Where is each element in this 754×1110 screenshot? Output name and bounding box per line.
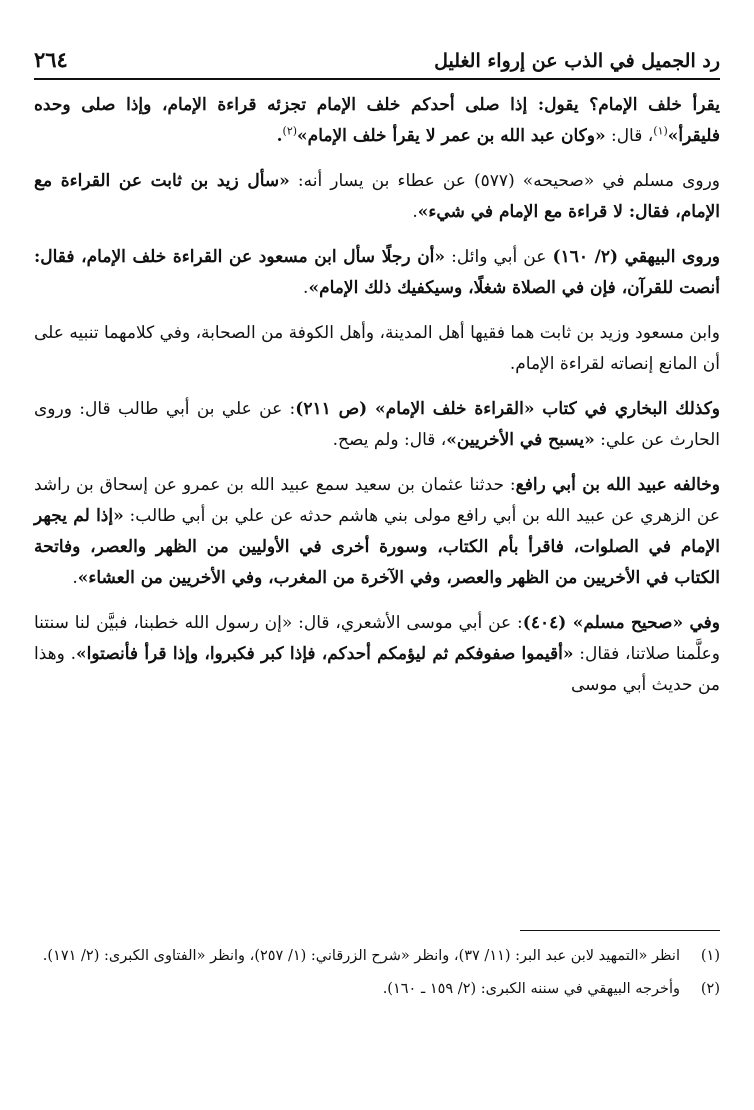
footnote-number: (١) (700, 948, 720, 964)
text-run: . وهذا من حديث أبي موسى (34, 644, 720, 695)
text-run: : عن علي بن أبي طالب قال: وروى الحارث عن علي: (34, 399, 720, 450)
paragraph (34, 318, 720, 380)
text-run: «أن رجلًا سأل ابن مسعود عن القراءة خلف الإمام، فقال: أنصت للقرآن، فإن في الصلاة شغلًا، وسيكفيك ذلك الإمام» (34, 247, 720, 298)
paragraph (34, 242, 720, 304)
text-run: «إذا لم يجهر الإمام في الصلوات، فاقرأ بأم الكتاب، وسورة أخرى في الأوليين من الظهر والعصر، وفاتحة الكتاب في الأخريين من الظهر والعصر، وفي الآخرة من المغرب، وفي الأخريين من العشاء» (34, 506, 720, 588)
main-text (34, 90, 720, 960)
text-run: «وكان عبد الله بن عمر لا يقرأ خلف الإمام» (297, 126, 606, 146)
footnote-divider (520, 930, 720, 931)
paragraph (34, 90, 720, 152)
text-run: «يسبح في الأخريين» (446, 430, 595, 450)
text-run: وخالفه عبيد الله بن أبي رافع (515, 475, 720, 495)
text-run: وابن مسعود وزيد بن ثابت هما فقيها أهل المدينة، وأهل الكوفة من الصحابة، وفي كلامهما تنبيه على أن المانع إنصاته لقراءة الإمام. (34, 323, 720, 374)
page-header (34, 30, 720, 80)
footnotes (34, 930, 720, 1090)
text-run: وروى مسلم في «صحيحه» (٥٧٧) عن عطاء بن يسار أنه: (289, 171, 720, 191)
text-run: ، قال: ولم يصح. (332, 430, 447, 450)
running-title: رد الجميل في الذب عن إرواء الغليل (434, 50, 720, 72)
text-run: : حدثنا عثمان بن سعيد سمع عبيد الله بن عمرو عن إسحاق بن راشد عن الزهري عن عبيد الله بن أبي رافع مولى بني هاشم حدثه عن علي بن أبي طالب: (34, 475, 720, 526)
text-run: ، قال: (605, 126, 654, 146)
paragraph (34, 166, 720, 228)
footnote-1 (34, 943, 720, 970)
footnote-marker: (١) (653, 124, 668, 138)
text-run: «سأل زيد بن ثابت عن القراءة مع الإمام، فقال: لا قراءة مع الإمام في شيء» (34, 171, 720, 222)
text-run: . (412, 202, 418, 222)
text-run: وكذلك البخاري في كتاب «القراءة خلف الإمام» (ص ٢١١) (295, 399, 720, 419)
paragraph (34, 470, 720, 594)
paragraph (34, 608, 720, 701)
text-run: عن أبي وائل: (445, 247, 553, 267)
text-run: . (303, 278, 309, 298)
text-run: : عن أبي موسى الأشعري، قال: «إن رسول الله خطبنا، فبيَّن لنا سنتنا وعلَّمنا صلاتنا، فقال: (34, 613, 720, 664)
paragraph (34, 394, 720, 456)
text-run: . (72, 568, 78, 588)
text-run: يقرأ خلف الإمام؟ يقول: إذا صلى أحدكم خلف الإمام تجزئه قراءة الإمام، وإذا صلى وحده فليقرأ» (34, 95, 720, 146)
footnote-marker: (٢) (282, 124, 298, 138)
page-number: ٢٦٤ (34, 47, 68, 72)
text-run: وفي «صحيح مسلم» (٤٠٤) (522, 613, 721, 633)
text-run: وروى البيهقي (٢/ ١٦٠) (552, 247, 720, 267)
text-run: «أقيموا صفوفكم ثم ليؤمكم أحدكم، فإذا كبر فكبروا، وإذا قرأ فأنصتوا» (76, 644, 574, 664)
footnote-text: انظر «التمهيد لابن عبد البر: (١١/ ٣٧)، وانظر «شرح الزرقاني: (١/ ٢٥٧)، وانظر «الفتاوى الكبرى: (٢/ ١٧١). (42, 948, 680, 964)
footnote-2 (34, 976, 720, 1003)
footnote-number: (٢) (700, 981, 720, 997)
text-run: . (276, 126, 283, 146)
footnote-text: وأخرجه البيهقي في سننه الكبرى: (٢/ ١٥٩ ـ ١٦٠). (382, 981, 680, 997)
